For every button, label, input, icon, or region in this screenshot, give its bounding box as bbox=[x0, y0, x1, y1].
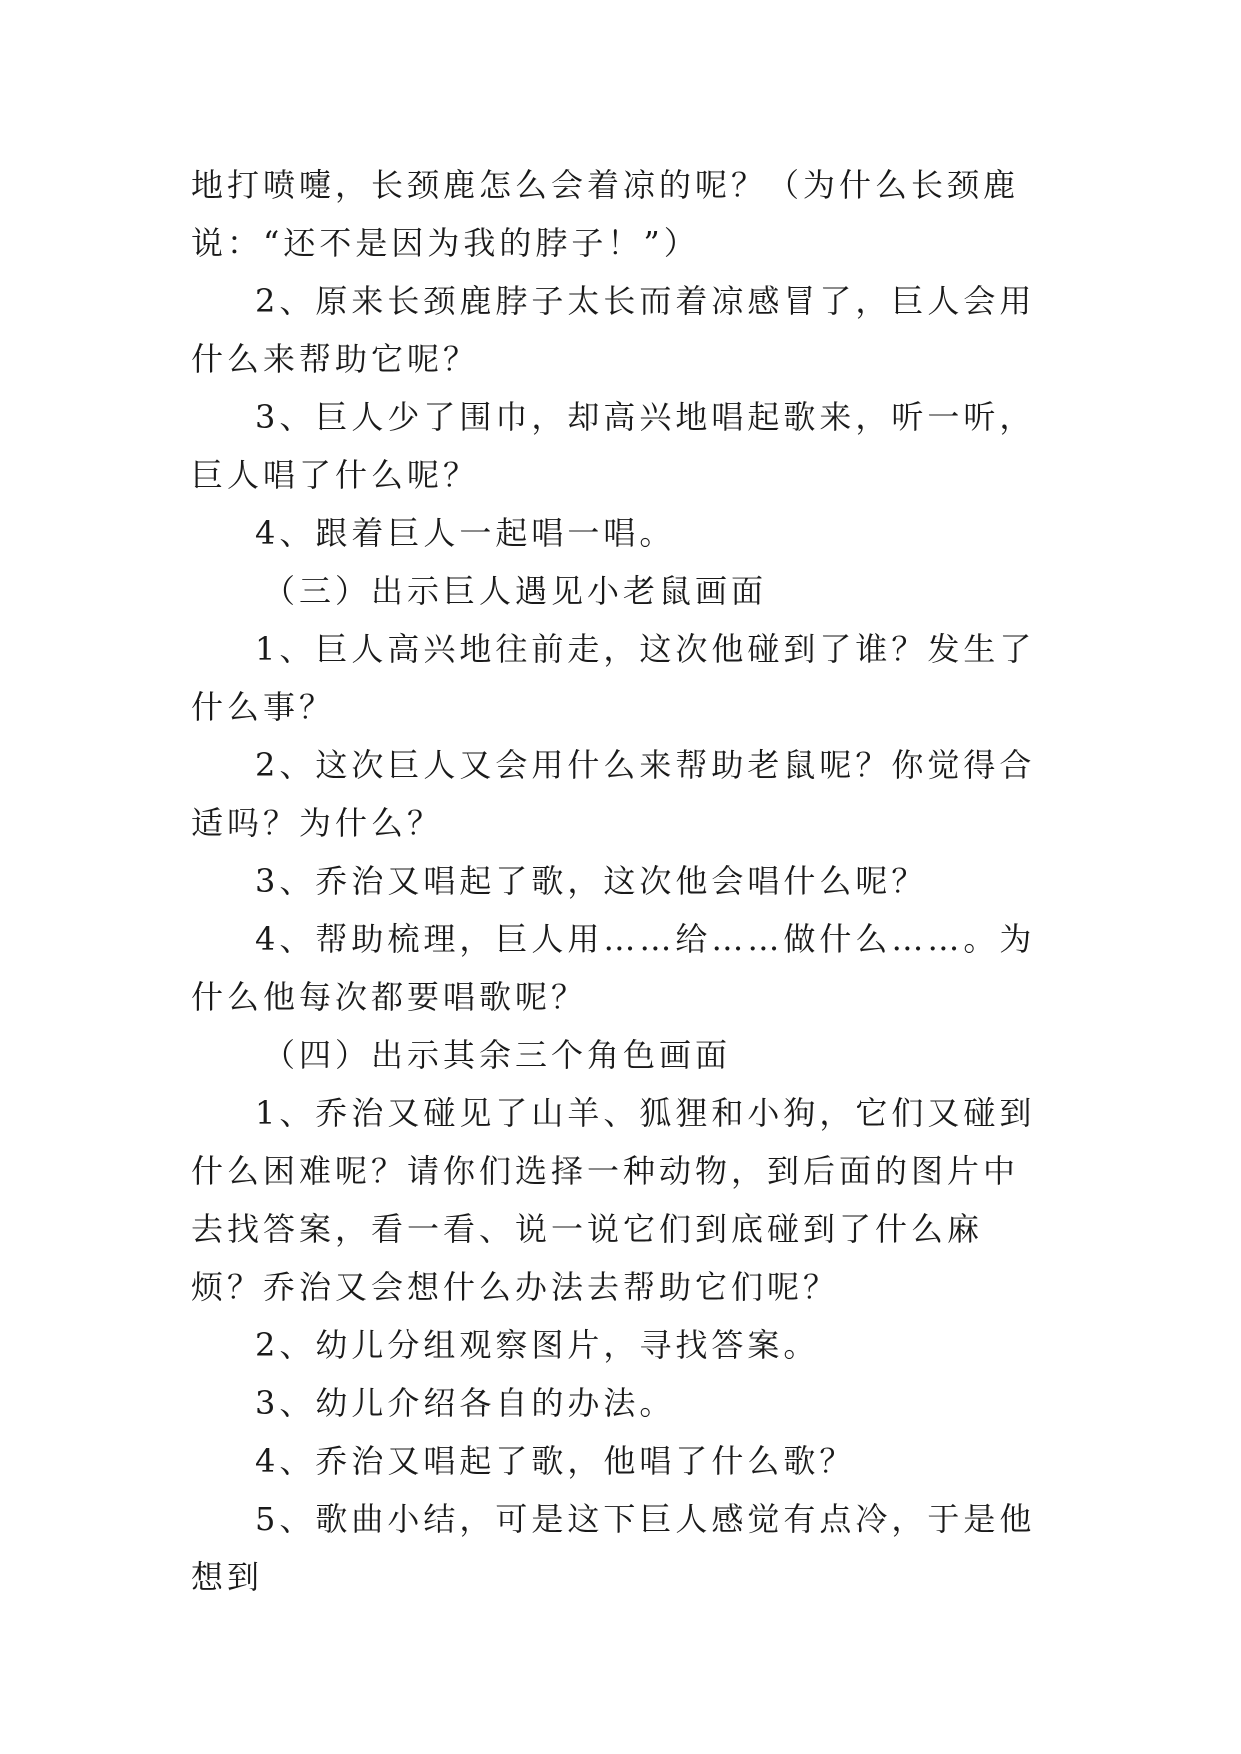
paragraph-item: 4、跟着巨人一起唱一唱。 bbox=[255, 514, 676, 552]
paragraph-item: 3、巨人少了围巾，却高兴地唱起歌来，听一听，巨人唱了什么呢？ bbox=[191, 398, 1036, 494]
paragraph-item: 3、幼儿介绍各自的办法。 bbox=[255, 1384, 676, 1422]
paragraph-item: 5、歌曲小结，可是这下巨人感觉有点冷，于是他想到 bbox=[191, 1500, 1036, 1596]
paragraph-item: 1、巨人高兴地往前走，这次他碰到了谁？发生了什么事？ bbox=[191, 630, 1036, 726]
section-heading: （四）出示其余三个角色画面 bbox=[263, 1036, 732, 1074]
paragraph-item: 2、原来长颈鹿脖子太长而着凉感冒了，巨人会用什么来帮助它呢？ bbox=[191, 282, 1036, 378]
paragraph-item: 4、帮助梳理，巨人用……给……做什么……。为什么他每次都要唱歌呢？ bbox=[191, 920, 1036, 1016]
paragraph-item: 3、乔治又唱起了歌，这次他会唱什么呢？ bbox=[255, 862, 928, 900]
paragraph-continuation: 地打喷嚏，长颈鹿怎么会着凉的呢？（为什么长颈鹿说：“还不是因为我的脖子！”） bbox=[191, 166, 1020, 262]
paragraph-item: 1、乔治又碰见了山羊、狐狸和小狗，它们又碰到什么困难呢？请你们选择一种动物，到后面的图片中去找答案，看一看、说一说它们到底碰到了什么麻烦？乔治又会想什么办法去帮助它们呢？ bbox=[191, 1094, 1036, 1306]
paragraph-item: 2、幼儿分组观察图片，寻找答案。 bbox=[255, 1326, 820, 1364]
document-body bbox=[191, 156, 1051, 1606]
section-heading: （三）出示巨人遇见小老鼠画面 bbox=[263, 572, 768, 610]
paragraph-item: 2、这次巨人又会用什么来帮助老鼠呢？你觉得合适吗？为什么？ bbox=[191, 746, 1036, 842]
paragraph-item: 4、乔治又唱起了歌，他唱了什么歌？ bbox=[255, 1442, 856, 1480]
